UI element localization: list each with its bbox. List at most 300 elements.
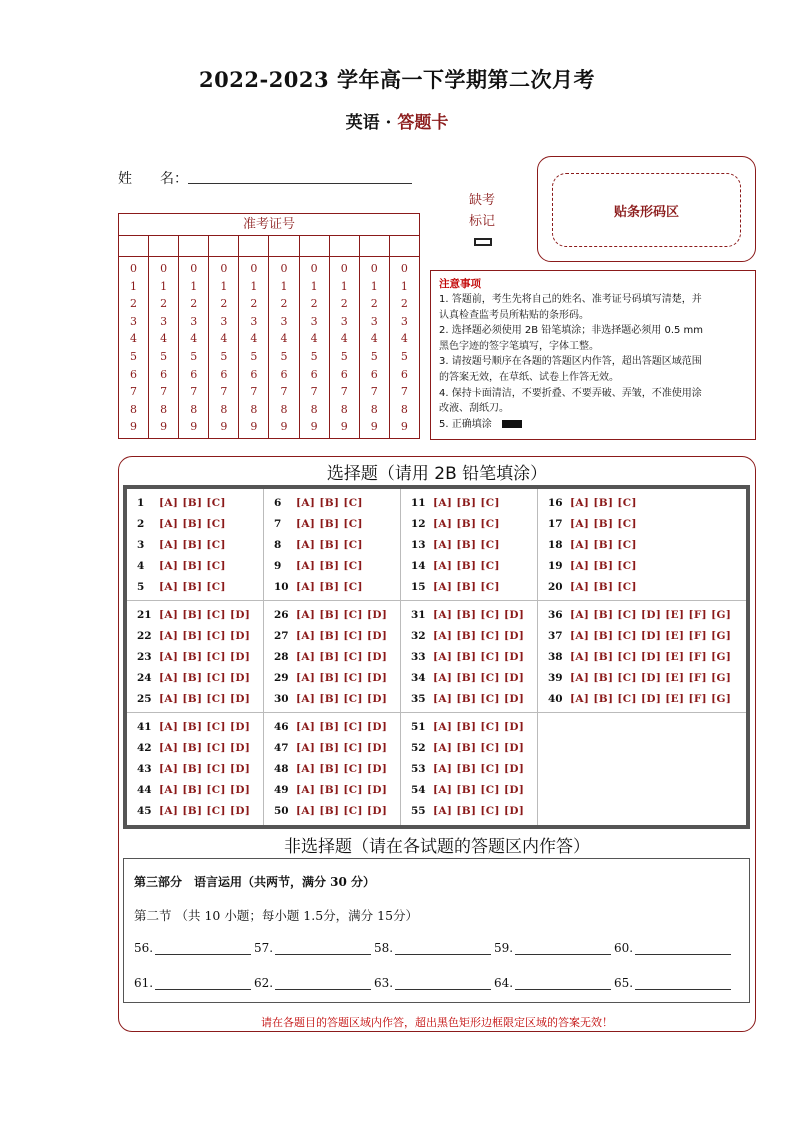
exam-id-digit-bubble[interactable]: 4 (280, 332, 288, 346)
exam-id-digit-bubble[interactable]: 8 (160, 402, 168, 416)
mc-section-title: 选择题（请用 2B 铅笔填涂） (326, 464, 548, 484)
mc-question[interactable] (411, 626, 537, 647)
exam-id-digit-bubble[interactable]: 4 (160, 332, 168, 346)
mc-option-bubbles[interactable]: [A] [B] [C] [D] (433, 609, 525, 622)
exam-id-digit-bubble[interactable]: 7 (310, 385, 318, 399)
exam-id-digit-bubble[interactable]: 8 (310, 402, 318, 416)
mc-question-number: 23 (137, 650, 152, 663)
exam-id-digit-bubble[interactable]: 7 (400, 385, 408, 399)
exam-id-digit-bubble[interactable]: 0 (160, 262, 168, 275)
exam-id-write-box[interactable] (330, 236, 360, 256)
exam-id-digit-bubble[interactable]: 4 (250, 332, 258, 346)
mc-option-bubbles[interactable]: [A] [B] [C] (433, 559, 500, 572)
exam-id-digit-bubble[interactable]: 4 (190, 332, 198, 346)
exam-id-digit-bubble[interactable]: 2 (370, 297, 378, 311)
mc-question[interactable] (411, 647, 537, 668)
mc-option-bubbles[interactable]: [A] [B] [C] [D] (433, 783, 525, 796)
mc-option-bubbles[interactable]: [A] [B] [C] [D] (159, 692, 251, 705)
blank-item (494, 976, 614, 990)
exam-id-digit-bubble[interactable]: 2 (340, 297, 348, 311)
mc-option-bubbles[interactable]: [A] [B] [C] [D] [E] [F] [G] (570, 671, 732, 684)
exam-id-digit-bubble[interactable]: 1 (130, 279, 138, 293)
mc-question[interactable] (274, 605, 400, 626)
exam-id-digit-bubble[interactable]: 9 (310, 420, 318, 434)
barcode-area (537, 156, 756, 262)
mc-question-number: 47 (274, 742, 289, 755)
blank-answer-line[interactable] (635, 977, 731, 990)
exam-id-digit-bubble[interactable]: 3 (340, 314, 348, 328)
mc-question-number: 20 (548, 580, 563, 593)
blank-item (254, 976, 374, 990)
mc-question-number: 1 (137, 497, 145, 510)
exam-id-digit-bubble[interactable]: 9 (250, 420, 258, 434)
exam-id-digit-bubble[interactable]: 4 (130, 332, 138, 346)
mc-question[interactable] (274, 576, 400, 597)
mc-option-bubbles[interactable]: [A] [B] [C] [D] [E] [F] [G] (570, 692, 732, 705)
exam-id-digit-bubble[interactable]: 1 (310, 279, 318, 293)
exam-id-digit-bubble[interactable]: 2 (250, 297, 258, 311)
mc-question[interactable] (274, 688, 400, 709)
exam-id-digit-bubble[interactable]: 8 (220, 402, 228, 416)
mc-option-bubbles[interactable]: [A] [B] [C] [D] (433, 692, 525, 705)
mc-question[interactable] (548, 576, 746, 597)
mc-option-bubbles[interactable]: [A] [B] [C] [D] [E] [F] [G] (570, 630, 732, 643)
exam-id-digit-bubble[interactable]: 1 (400, 279, 408, 293)
mc-option-bubbles[interactable]: [A] [B] [C] [D] (296, 692, 388, 705)
mc-option-bubbles[interactable]: [A] [B] [C] (159, 559, 226, 572)
mc-block (127, 713, 264, 825)
mc-question[interactable] (411, 688, 537, 709)
mc-option-bubbles[interactable]: [A] [B] [C] [D] (433, 742, 525, 755)
mc-option-bubbles[interactable]: [A] [B] [C] [D] (159, 630, 251, 643)
exam-id-digit-column (300, 257, 330, 438)
exam-id-digit-bubble[interactable]: 5 (160, 349, 168, 363)
blank-row-1 (134, 941, 744, 955)
exam-id-digit-bubble[interactable]: 2 (130, 297, 138, 311)
mc-option-bubbles[interactable]: [A] [B] [C] [D] (433, 630, 525, 643)
mc-question-number: 51 (411, 721, 426, 734)
exam-id-digit-bubble[interactable]: 9 (130, 420, 138, 434)
mc-question[interactable] (411, 779, 537, 800)
mc-question[interactable] (411, 555, 537, 576)
mc-block (401, 601, 538, 712)
exam-id-write-box[interactable] (209, 236, 239, 256)
mc-option-bubbles[interactable]: [A] [B] [C] (159, 518, 226, 531)
mc-question[interactable] (411, 576, 537, 597)
exam-id-digit-bubble[interactable]: 6 (400, 367, 408, 381)
mc-question-number: 4 (137, 559, 145, 572)
exam-id-digit-bubble[interactable]: 3 (160, 314, 168, 328)
mc-question[interactable] (411, 605, 537, 626)
exam-id-write-box[interactable] (300, 236, 330, 256)
mc-question-number: 48 (274, 762, 289, 775)
section-heading: 第二节 （共 10 小题；每小题 1.5分，满分 15分） (134, 908, 419, 923)
exam-id-digit-bubble[interactable]: 5 (310, 349, 318, 363)
mc-option-bubbles[interactable]: [A] [B] [C] (159, 538, 226, 551)
mc-option-bubbles[interactable]: [A] [B] [C] (433, 538, 500, 551)
exam-id-digit-bubble[interactable]: 8 (400, 402, 408, 416)
exam-id-digit-bubble[interactable]: 6 (280, 367, 288, 381)
exam-id-write-box[interactable] (360, 236, 390, 256)
exam-id-digit-bubble[interactable]: 8 (250, 402, 258, 416)
exam-id-digit-bubble[interactable]: 1 (220, 279, 228, 293)
mc-block (538, 601, 746, 712)
exam-id-digit-bubble[interactable]: 0 (370, 262, 378, 275)
mc-block-row (127, 713, 746, 825)
blank-answer-line[interactable] (515, 977, 611, 990)
blank-item (254, 941, 374, 955)
footer-warning: 请在各题目的答题区域内作答，超出黑色矩形边框限定区域的答案无效！ (261, 1016, 613, 1029)
mc-option-bubbles[interactable]: [A] [B] [C] (296, 580, 363, 593)
mc-question[interactable] (137, 576, 263, 597)
exam-id-digit-column (330, 257, 360, 438)
mc-question[interactable] (137, 717, 263, 738)
mc-question-number: 28 (274, 650, 289, 663)
mc-question[interactable] (137, 779, 263, 800)
mc-question-number: 24 (137, 671, 152, 684)
mc-question[interactable] (274, 626, 400, 647)
mc-question[interactable] (274, 759, 400, 780)
mc-question[interactable] (274, 493, 400, 514)
mc-question-number: 42 (137, 742, 152, 755)
exam-id-digit-bubble[interactable]: 3 (310, 314, 318, 328)
mc-question[interactable] (548, 605, 746, 626)
exam-id-digit-bubble[interactable]: 1 (370, 279, 378, 293)
card-subtitle (0, 108, 794, 133)
mc-question-number: 10 (274, 580, 289, 593)
mc-option-bubbles[interactable]: [A] [B] [C] (570, 580, 637, 593)
blank-answer-line[interactable] (395, 942, 491, 955)
mc-option-bubbles[interactable]: [A] [B] [C] [D] (296, 762, 388, 775)
notice-line (439, 417, 747, 433)
mc-answer-box (123, 485, 750, 829)
exam-id-digit-bubble[interactable]: 9 (280, 420, 288, 434)
mc-question[interactable] (137, 535, 263, 556)
exam-id-digit-bubble[interactable]: 4 (400, 332, 408, 346)
mc-question[interactable] (411, 717, 537, 738)
exam-id-digit-bubble[interactable]: 6 (160, 367, 168, 381)
mc-question[interactable] (137, 667, 263, 688)
exam-id-digit-bubble[interactable]: 1 (340, 279, 348, 293)
exam-id-digit-bubble[interactable]: 7 (370, 385, 378, 399)
exam-id-digit-bubble[interactable]: 1 (190, 279, 198, 293)
mc-question[interactable] (274, 800, 400, 821)
mc-option-bubbles[interactable]: [A] [B] [C] [D] (159, 609, 251, 622)
exam-id-write-box[interactable] (239, 236, 269, 256)
mc-question[interactable] (548, 493, 746, 514)
exam-id-digit-bubble[interactable]: 4 (220, 332, 228, 346)
mc-question-number: 7 (274, 518, 282, 531)
mc-question[interactable] (548, 626, 746, 647)
mc-option-bubbles[interactable]: [A] [B] [C] (159, 580, 226, 593)
exam-id-digit-bubble[interactable]: 3 (130, 314, 138, 328)
mc-option-bubbles[interactable]: [A] [B] [C] [D] (159, 671, 251, 684)
separator-dot: · (385, 113, 392, 133)
mc-question[interactable] (274, 555, 400, 576)
exam-id-digit-bubble[interactable]: 9 (370, 420, 378, 434)
exam-id-digit-bubble[interactable]: 0 (280, 262, 288, 275)
exam-id-digit-bubble[interactable]: 8 (130, 402, 138, 416)
mc-question[interactable] (274, 738, 400, 759)
exam-id-digit-bubble[interactable]: 7 (340, 385, 348, 399)
mc-option-bubbles[interactable]: [A] [B] [C] [D] (433, 762, 525, 775)
blank-number: 60. (614, 941, 634, 955)
mc-option-bubbles[interactable]: [A] [B] [C] [D] (159, 742, 251, 755)
exam-id-digit-bubble[interactable]: 9 (160, 420, 168, 434)
mc-question[interactable] (137, 493, 263, 514)
mc-question[interactable] (548, 647, 746, 668)
absent-mark-bubble[interactable] (474, 238, 492, 246)
mc-question[interactable] (137, 647, 263, 668)
mc-question[interactable] (548, 667, 746, 688)
blank-answer-line[interactable] (275, 977, 371, 990)
mc-option-bubbles[interactable]: [A] [B] [C] (433, 497, 500, 510)
exam-id-digit-bubble[interactable]: 9 (340, 420, 348, 434)
exam-id-digit-bubble[interactable]: 2 (220, 297, 228, 311)
exam-id-digit-bubble[interactable]: 3 (190, 314, 198, 328)
exam-id-digit-bubble[interactable]: 5 (190, 349, 198, 363)
mc-option-bubbles[interactable]: [A] [B] [C] (296, 538, 363, 551)
mc-question[interactable] (274, 535, 400, 556)
exam-id-digit-bubble[interactable]: 5 (280, 349, 288, 363)
exam-id-digit-bubble[interactable]: 6 (310, 367, 318, 381)
mc-option-bubbles[interactable]: [A] [B] [C] (570, 518, 637, 531)
mc-option-bubbles[interactable]: [A] [B] [C] [D] (296, 721, 388, 734)
mc-question-number: 25 (137, 692, 152, 705)
exam-id-digit-bubble[interactable]: 6 (250, 367, 258, 381)
mc-question[interactable] (411, 667, 537, 688)
exam-id-digit-bubble[interactable]: 0 (400, 262, 408, 275)
mc-option-bubbles[interactable]: [A] [B] [C] [D] (296, 783, 388, 796)
mc-question[interactable] (137, 605, 263, 626)
mc-question-number: 46 (274, 721, 289, 734)
mc-question-number: 19 (548, 559, 563, 572)
mc-question-number: 55 (411, 804, 426, 817)
mc-option-bubbles[interactable]: [A] [B] [C] [D] (296, 671, 388, 684)
exam-id-digit-bubble[interactable]: 1 (160, 279, 168, 293)
mc-block (401, 713, 538, 825)
mc-question-number: 12 (411, 518, 426, 531)
mc-option-bubbles[interactable]: [A] [B] [C] (296, 518, 363, 531)
notice-lines (439, 292, 747, 432)
exam-id-digit-bubble[interactable]: 9 (220, 420, 228, 434)
exam-id-digit-bubble[interactable]: 1 (250, 279, 258, 293)
mc-question[interactable] (548, 555, 746, 576)
answer-card-label: 答题卡 (397, 113, 449, 133)
mc-option-bubbles[interactable]: [A] [B] [C] [D] (296, 630, 388, 643)
exam-id-digit-column (239, 257, 269, 438)
mc-question[interactable] (548, 688, 746, 709)
exam-id-digit-bubble[interactable]: 7 (160, 385, 168, 399)
exam-id-digit-bubble[interactable]: 7 (130, 385, 138, 399)
blank-answer-line[interactable] (395, 977, 491, 990)
exam-id-digit-bubble[interactable]: 6 (130, 367, 138, 381)
exam-id-digit-bubble[interactable]: 7 (190, 385, 198, 399)
mc-question[interactable] (274, 717, 400, 738)
mc-question[interactable] (274, 647, 400, 668)
mc-question[interactable] (137, 738, 263, 759)
blank-answer-line[interactable] (635, 942, 731, 955)
mc-option-bubbles[interactable]: [A] [B] [C] [D] (296, 742, 388, 755)
mc-option-bubbles[interactable]: [A] [B] [C] (433, 518, 500, 531)
exam-id-digit-bubble[interactable]: 5 (130, 349, 138, 363)
exam-id-digit-bubble[interactable]: 8 (280, 402, 288, 416)
exam-id-digit-bubble[interactable]: 8 (190, 402, 198, 416)
mc-question-number: 21 (137, 609, 152, 622)
exam-id-digit-bubble[interactable]: 3 (400, 314, 408, 328)
mc-question-number: 50 (274, 804, 289, 817)
exam-id-digit-bubble[interactable]: 0 (130, 262, 138, 275)
mc-option-bubbles[interactable]: [A] [B] [C] [D] (433, 721, 525, 734)
mc-option-bubbles[interactable]: [A] [B] [C] [D] (159, 762, 251, 775)
blank-item (494, 941, 614, 955)
mc-question[interactable] (411, 514, 537, 535)
exam-id-digit-bubble[interactable]: 4 (370, 332, 378, 346)
exam-id-digit-bubble[interactable]: 2 (310, 297, 318, 311)
mc-question[interactable] (411, 759, 537, 780)
mc-question[interactable] (137, 759, 263, 780)
mc-option-bubbles[interactable]: [A] [B] [C] [D] (433, 671, 525, 684)
mc-option-bubbles[interactable]: [A] [B] [C] [D] (433, 650, 525, 663)
name-field[interactable] (188, 183, 412, 184)
exam-id-digit-bubble[interactable]: 0 (190, 262, 198, 275)
exam-id-digit-bubble[interactable]: 4 (310, 332, 318, 346)
exam-id-digit-columns (119, 257, 419, 438)
mc-option-bubbles[interactable]: [A] [B] [C] [D] (296, 609, 388, 622)
exam-id-digit-bubble[interactable]: 3 (370, 314, 378, 328)
mc-question[interactable] (411, 738, 537, 759)
blank-answer-line[interactable] (155, 977, 251, 990)
mc-question-number: 40 (548, 692, 563, 705)
exam-id-write-box[interactable] (119, 236, 149, 256)
exam-id-digit-bubble[interactable]: 4 (340, 332, 348, 346)
blank-item (614, 976, 734, 990)
exam-id-digit-bubble[interactable]: 9 (400, 420, 408, 434)
mc-question-number: 52 (411, 742, 426, 755)
exam-id-digit-bubble[interactable]: 0 (220, 262, 228, 275)
exam-id-digit-bubble[interactable]: 2 (190, 297, 198, 311)
mc-question-number: 3 (137, 538, 145, 551)
exam-id-write-boxes (119, 236, 419, 257)
mc-option-bubbles[interactable]: [A] [B] [C] [D] (159, 783, 251, 796)
absent-mark-line1: 缺考 (468, 193, 495, 208)
mc-option-bubbles[interactable]: [A] [B] [C] (159, 497, 226, 510)
card-title: 2022-2023 学年高一下学期第二次月考 (199, 67, 595, 92)
notice-line-text: 3. 请按题号顺序在各题的答题区内作答，超出答题区域范围 (439, 356, 702, 368)
mc-question[interactable] (137, 626, 263, 647)
exam-id-digit-bubble[interactable]: 3 (280, 314, 288, 328)
mc-question[interactable] (274, 514, 400, 535)
blank-answer-line[interactable] (515, 942, 611, 955)
mc-question-number: 43 (137, 762, 152, 775)
mc-block (127, 489, 264, 600)
exam-id-digit-column (149, 257, 179, 438)
mc-option-bubbles[interactable]: [A] [B] [C] (433, 580, 500, 593)
mc-question[interactable] (137, 514, 263, 535)
exam-id-digit-bubble[interactable]: 5 (340, 349, 348, 363)
exam-id-digit-bubble[interactable]: 2 (160, 297, 168, 311)
exam-id-digit-bubble[interactable]: 8 (340, 402, 348, 416)
mc-option-bubbles[interactable]: [A] [B] [C] [D] (159, 804, 251, 817)
exam-id-digit-bubble[interactable]: 1 (280, 279, 288, 293)
exam-id-digit-bubble[interactable]: 7 (280, 385, 288, 399)
exam-id-digit-bubble[interactable]: 6 (190, 367, 198, 381)
mc-grid (127, 489, 746, 825)
mc-question[interactable] (411, 493, 537, 514)
mc-option-bubbles[interactable]: [A] [B] [C] (296, 559, 363, 572)
mc-question-number: 30 (274, 692, 289, 705)
absent-mark-line2: 标记 (468, 214, 495, 229)
notice-line-text: 认真检查监考员所粘贴的条形码。 (439, 309, 589, 321)
mc-question[interactable] (274, 779, 400, 800)
mc-option-bubbles[interactable]: [A] [B] [C] (570, 497, 637, 510)
exam-id-write-box[interactable] (390, 236, 419, 256)
mc-option-bubbles[interactable]: [A] [B] [C] (570, 559, 637, 572)
exam-id-digit-bubble[interactable]: 5 (400, 349, 408, 363)
mc-question[interactable] (137, 688, 263, 709)
exam-id-digit-bubble[interactable]: 9 (190, 420, 198, 434)
exam-id-digit-bubble[interactable]: 6 (340, 367, 348, 381)
mc-option-bubbles[interactable]: [A] [B] [C] [D] (159, 650, 251, 663)
mc-option-bubbles[interactable]: [A] [B] [C] [D] (159, 721, 251, 734)
mc-option-bubbles[interactable]: [A] [B] [C] [D] [E] [F] [G] (570, 609, 732, 622)
mc-question[interactable] (137, 555, 263, 576)
blank-answer-line[interactable] (275, 942, 371, 955)
mc-question[interactable] (548, 535, 746, 556)
mc-question-number: 9 (274, 559, 282, 572)
exam-id-digit-bubble[interactable]: 5 (220, 349, 228, 363)
mc-question[interactable] (137, 800, 263, 821)
exam-id-digit-bubble[interactable]: 3 (220, 314, 228, 328)
notice-line-text: 1. 答题前，考生先将自己的姓名、准考证号码填写清楚，并 (439, 294, 702, 305)
mc-question[interactable] (548, 514, 746, 535)
exam-id-digit-bubble[interactable]: 6 (370, 367, 378, 381)
mc-option-bubbles[interactable]: [A] [B] [C] [D] (433, 804, 525, 817)
exam-id-digit-bubble[interactable]: 7 (250, 385, 258, 399)
exam-id-digit-bubble[interactable]: 5 (370, 349, 378, 363)
mc-block-row (127, 601, 746, 713)
exam-id-digit-column (209, 257, 239, 438)
exam-id-write-box[interactable] (179, 236, 209, 256)
mc-question-number: 29 (274, 671, 289, 684)
mc-option-bubbles[interactable]: [A] [B] [C] (296, 497, 363, 510)
mc-question[interactable] (411, 535, 537, 556)
exam-id-digit-bubble[interactable]: 0 (250, 262, 258, 275)
exam-id-digit-bubble[interactable]: 8 (370, 402, 378, 416)
notice-line (439, 370, 747, 386)
mc-option-bubbles[interactable]: [A] [B] [C] [D] (296, 804, 388, 817)
exam-id-digit-bubble[interactable]: 0 (340, 262, 348, 275)
mc-question[interactable] (274, 667, 400, 688)
mc-question[interactable] (411, 800, 537, 821)
blank-answer-line[interactable] (155, 942, 251, 955)
exam-id-digit-bubble[interactable]: 5 (250, 349, 258, 363)
exam-id-digit-bubble[interactable]: 6 (220, 367, 228, 381)
mc-option-bubbles[interactable]: [A] [B] [C] (570, 538, 637, 551)
mc-option-bubbles[interactable]: [A] [B] [C] [D] (296, 650, 388, 663)
mc-option-bubbles[interactable]: [A] [B] [C] [D] [E] [F] [G] (570, 650, 732, 663)
exam-id-digit-bubble[interactable]: 2 (400, 297, 408, 311)
exam-id-digit-bubble[interactable]: 3 (250, 314, 258, 328)
exam-id-digit-bubble[interactable]: 2 (280, 297, 288, 311)
mc-block (264, 489, 401, 600)
exam-id-write-box[interactable] (269, 236, 299, 256)
exam-id-digit-bubble[interactable]: 0 (310, 262, 318, 275)
mc-question-number: 2 (137, 518, 145, 531)
exam-id-digit-bubble[interactable]: 7 (220, 385, 228, 399)
mc-question-number: 31 (411, 609, 426, 622)
exam-id-write-box[interactable] (149, 236, 179, 256)
